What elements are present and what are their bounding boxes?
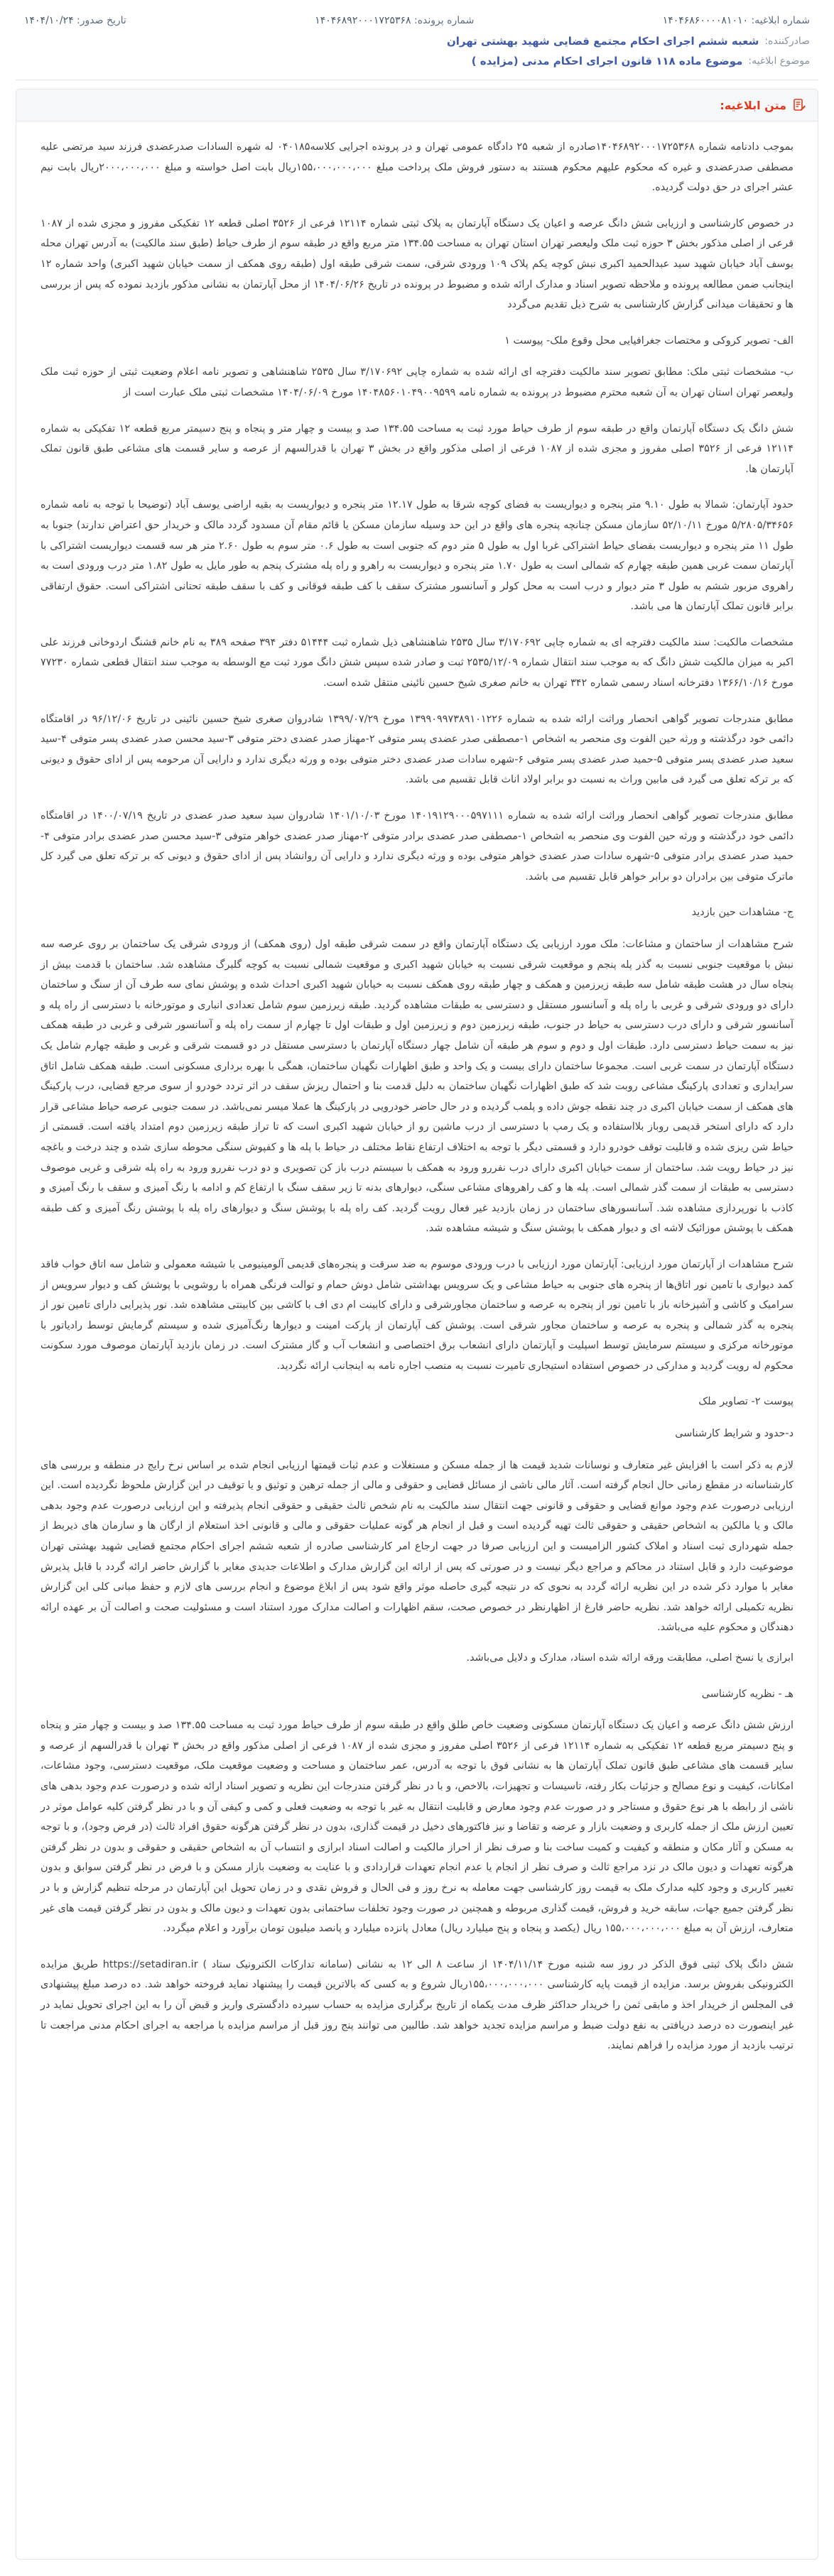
body-paragraph: در خصوص کارشناسی و ارزیابی شش دانگ عرصه و اعیان یک دستگاه آپارتمان به پلاک ثبتی شماره ۱۲۱۱۴ فرعی از ۳۵۲۶ اصلی قطعه ۱۲ تفکیکی مفروز و مجزی شده از ۱۰۸۷ فرعی از اصلی مذکور بخش ۳ حوزه ثبت ملک ولیعصر تهران استان تهران به مساحت ۱۳۴.۵۵ متر مربع واقع در طبقه سوم از طرف حیاط (طبق سند مالکیت) به آدرس تهران محله یوسف آباد خیابان شهید سید عبدالحمید اکبری نبش کوچه یکم پلاک ۱۰۹ ورودی شرقی، سمت شرقی طبقه اول (طبقه روی همکف از سمت خیابان شهید اکبری) واحد شماره ۱۲ اینجانب ضمن مطالعه پرونده و ملاحظه تصویر اسناد و مدارک ارائه شده و مضبوط در پرونده در تاریخ ۱۴۰۴/۰۶/۲۶ از محل آپارتمان به نشانی مذکور بازدید نموده که پس از بررسی ها و تحقیقات میدانی گزارش کارشناسی به شرح ذیل تقدیم می‌گردد bbox=[40, 217, 794, 311]
card-title: متن ابلاغیه: bbox=[720, 98, 786, 112]
card-header bbox=[16, 89, 818, 121]
issuer-row bbox=[24, 31, 810, 51]
body-paragraph: ب- مشخصات ثبتی ملک: مطابق تصویر سند مالکیت دفترچه ای ارائه شده به شماره چاپی ۳/۱۷۰۶۹۲ سال ۲۵۳۵ شاهنشاهی و تصویر نامه اعلام وضعیت ثبتی از حوزه ثبت ملک ولیعصر تهران استان تهران به آن شعبه محترم مضبوط در پرونده به شماره نامه ۱۴۰۴۸۵۶۰۱۰۴۹۰۰۹۵۹۹ مورخ ۱۴۰۴/۰۶/۰۹ مشخصات ثبتی ملک عبارت است از bbox=[40, 366, 794, 398]
document-pen-icon bbox=[792, 98, 806, 112]
notice-number bbox=[663, 15, 810, 26]
body-paragraph: الف- تصویر کروکی و مختصات جغرافیایی محل وقوع ملک- پیوست ۱ bbox=[504, 334, 794, 346]
case-number bbox=[315, 15, 474, 26]
issue-date-value: ۱۴۰۴/۱۰/۲۴ bbox=[24, 15, 74, 26]
notice-header bbox=[0, 0, 834, 75]
body-paragraph: شش دانگ یک دستگاه آپارتمان واقع در طبقه سوم از طرف حیاط مورد ثبت به مساحت ۱۳۴.۵۵ صد و بیست و چهار متر و پنجاه و پنج دسیمتر مربع قطعه ۱۲ تفکیکی به شماره ۱۲۱۱۴ فرعی از ۳۵۲۶ اصلی مفروز و مجزی شده از ۱۰۸۷ فرعی از اصلی مذکور واقع در بخش ۳ تهران با قدرالسهم از عرصه و سایر قسمت های مشاعی طبق قانون تملک آپارتمان ها. bbox=[40, 422, 794, 475]
body-paragraph: مطابق مندرجات تصویر گواهی انحصار وراثت ارائه شده به شماره ۱۴۰۱۹۱۲۹۰۰۰۵۹۷۱۱۱ مورخ ۱۴۰۱/۱۰/۰۳ شادروان سید سعید صدر عضدی در تاریخ ۱۴۰۰/۰۷/۱۹ در اقامتگاه دائمی خود درگذشته و ورثه حین الفوت وی منحصر به اشخاص ۱-مصطفی صدر عضدی برادر متوفی ۲-مهناز صدر عضدی خواهر متوفی ۳-سید محسن صدر عضدی برادر متوفی ۴-حمید صدر عضدی برادر متوفی ۵-شهره سادات صدر عضدی خواهر متوفی بوده و ورثه دیگری ندارد و دارایی آن روانشاد پس از ادای حقوق و دیونی که بر ترکه تعلق می گیرد کل ماترک متوفی بین برادران دو برابر خواهر قابل تقسیم می باشد. bbox=[40, 810, 794, 883]
body-paragraph: ابرازی یا نسخ اصلی، مطابقت ورقه ارائه شده اسناد، مدارک و دلایل می‌باشد. bbox=[466, 1652, 794, 1664]
issuer-value: شعبه ششم اجرای احکام مجتمع قضایی شهید بهشتی تهران bbox=[446, 35, 759, 48]
issue-date-label: تاریخ صدور: bbox=[77, 15, 126, 26]
body-paragraph: شرح مشاهدات از ساختمان و مشاعات: ملک مورد ارزیابی یک دستگاه آپارتمان واقع در سمت شرقی طبقه اول (روی همکف) از ورودی شرقی یک ساختمان بر روی عرصه سه نبش با موقعیت جنوبی نسبت به گذر پله پنجم و موقعیت شرقی نسبت به خیابان شهید اکبری و موقعیت شمالی نسبت به کوچه گلبرگ مشاهده شد. ساختمان با قدمت بیش از پنجاه سال در هشت طبقه شامل سه طبقه زیرزمین و همکف و چهار طبقه روی همکف نسبت به خیابان شهید اکبری احداث شده و پوشش نمای سه طرف آن از سنگ و ساختمان دارای دو ورودی شرقی و غربی با راه پله و آسانسور مستقل و دسترسی به طبقات مشاهده گردید. طبقه زیرزمین سوم شامل تعدادی انباری و موتورخانه با دسترسی از راه پله و آسانسور شرقی و دارای درب دسترسی به حیاط در جنوب، طبقه زیرزمین دوم و زیرزمین اول و طبقات اول تا چهارم از سمت راه پله و آسانسور شرقی و غربی در طبقه همکف نیز به سمت حیاط دسترسی دارد. طبقات اول و دوم و سوم هر طبقه آن شامل چهار دستگاه آپارتمان با دسترسی مستقل در دو قسمت شرقی و غربی و طبقه چهارم شامل یک دستگاه آپارتمان در سمت غربی است. مجموعا ساختمان دارای بیست و یک واحد و طبق اظهارات نگهبان ساختمان، همگی با بهره برداری مسکونی است. طبقه همکف شامل اتاق سرایداری و تعدادی پارکینگ مشاعی روبت شد که طبق اظهارات نگهبان ساختمان به دلیل قدمت بنا و احتمال ریزش سقف در اثر تردد خودرو از سوی مرجع قضایی، درب پارکینگ های همکف از سمت خیابان اکبری در چند نقطه جوش داده و پلمب گردیده و در حال حاضر خودرویی در پارکینگ ها عملا میسر نمی‌باشد. در سمت جنوبی عرصه حیاط مشاعی قرار دارد که دارای استخر قدیمی روباز بلااستفاده و یک رمپ با دسترسی از درب ماشین رو از خیابان شهید اکبری است که تا تراز طبقه زیرزمین دوم امتداد یافته است. قسمتی از حیاط شن ریزی شده و قابلیت توقف خودرو دارد و قسمتی دیگر با توجه به اختلاف ارتفاع نقاط مختلف در حیاط با پله ها و کفپوش سنگی محوطه سازی شده و چند درخت و باغچه نیز در حیاط رویت شد. ساختمان از سمت خیابان اکبری دارای درب نفررو ورود به همکف با سیستم درب باز کن تصویری و دو درب نفررو ورود به راه پله شرقی و غربی موصوف دسترسی به طبقات از سمت گذر شمالی است. پله ها و کف راهروهای مشاعی سنگی، دیوارهای بدنه تا زیر سقف سنگ با ارتفاع کم و ادامه با رنگ آمیزی و سقف با رنگ آمیزی و کاذب با نورپردازی مشاهده شد. آسانسورهای ساختمان در زمان بازدید غیر فعال رویت گردید. کف راه پله با پوشش سنگ و دیوارهای راه پله با پوشش رنگ آمیزی و کف طبقه همکف با پوشش موزائیک لاشه ای و دیوار همکف با پوشش سنگ و شیشه مشاهده شد. bbox=[40, 939, 794, 1235]
body-paragraph: پیوست ۲- تصاویر ملک bbox=[698, 1396, 794, 1408]
subject-value: موضوع ماده ۱۱۸ قانون اجرای احکام مدنی (مزایده ) bbox=[471, 55, 743, 67]
body-paragraph: لازم به ذکر است با افزایش غیر متعارف و نوسانات شدید قیمت ها از جمله مسکن و مستغلات و عدم ثبات قیمتها ارزیابی انجام شده بر اساس نرخ رایج در منطقه و بررسی های کارشناسانه در مقطع زمانی حال انجام گرفته است. آثار مالی ناشی از مسائل قضایی و حقوقی و مالی از جمله ترهین و توثیق و یا توقیف در این گزارش ملحوظ نگردیده است. این ارزیابی درصورت عدم وجود موانع قضایی و حقوقی و قانونی جهت انتقال سند مالکیت به نام شخص ثالث حقیقی و حقوقی انجام پذیرفته و این ارزیابی درصورت عدم وجود بدهی مالک و یا مالکین به اشخاص حقیقی و حقوقی ثالث تهیه گردیده است و قبل از انجام هر گونه عملیات حقوقی و مالی و قانونی اخذ استعلام از ارگان ها و سازمان های ذیربط از جمله شهرداری ثبت اسناد و املاک کشور الزامیست و این ارزیابی صرفا در جهت ارجاع امر کارشناسی صادره از شعبه ششم اجرای احکام مجتمع قضایی شهید بهشتی تهران موضوعیت دارد و قابل استناد در محاکم و مراجع دیگر نیست و در صورتی که پس از ارائه این گزارش مدارک و اطلاعات جدیدی مغایر با گزارش حاضر ارائه گردد با قابل پذیرش مغایر با موارد ذکر شده در این نظریه ارائه گردد به نحوی که در نتیجه گیری حاصله موثر واقع شود پس از ابلاغ موضوع و انجام بررسی های لازم و حفظ مبانی کلی این گزارش نظریه تکمیلی ارائه خواهد شد. نظریه حاضر فارغ از اظهارنظر در خصوص صحت، سقم اظهارات و اصالت مدارک مورد استناد است و مسئولیت صحت و اصالت آن بر عهده ارائه دهندگان و محکوم علیه می‌باشد. bbox=[40, 1459, 794, 1634]
notice-number-value: ۱۴۰۴۶۸۶۰۰۰۰۸۱۰۱۰ bbox=[662, 15, 748, 26]
issue-date bbox=[24, 15, 126, 26]
body-paragraph: حدود آپارتمان: شمالا به طول ۹.۱۰ متر پنجره و دیواریست به فضای کوچه شرقا به طول ۱۲.۱۷ متر پنجره و دیواریست به بقیه اراضی یوسف آباد (توضیحا با توجه به نامه شماره ۵/۲۸۰۵/۳۴۶۵۶ مورخ ۵۲/۱۰/۱۱ سازمان مسکن چنانچه پنجره های واقع در این حد وسیله سازمان مسکن یا قائم مقام آن مسدود گردد مالک و خریدار حق اعتراض ندارند) جنوبا به طول ۱۱ متر پنجره و دیواریست بفضای حیاط اشتراکی غربا اول به طول ۵ متر دوم که جنوبی است به طول ۰.۶ متر سوم به طول ۲.۶۰ متر هر سه قسمت دیواریست اشتراکی با آپارتمان سمت غربی همین طبقه چهارم که شمالی است به طول ۱.۷۰ متر پنجره و دیواریست به راهرو و راه پله مشترک پنجم به طور مایل به طول ۱.۸۲ متر درب ورودی است به راهروی مزبور ششم به طول ۳ متر دیوار و درب است به محل کولر و آسانسور مشترک سقف با کف طبقه فوقانی و کف با سقف طبقه تحتانی اشتراکی است. حقوق ارتفاقی برابر قانون تملک آپارتمان ها می باشد. bbox=[40, 499, 794, 613]
notice-number-label: شماره ابلاغیه: bbox=[751, 15, 810, 26]
body-paragraph: مطابق مندرجات تصویر گواهی انحصار وراثت ارائه شده به شماره ۱۳۹۹۰۹۹۷۳۸۹۱۰۱۲۲۶ مورخ ۱۳۹۹/۰۷/۲۹ شادروان صغری شیخ حسین نائینی در تاریخ ۹۶/۱۲/۰۶ در اقامتگاه دائمی خود درگذشته و ورثه حین الفوت وی منحصر به اشخاص ۱-مصطفی صدر عضدی پسر متوفی ۲-مهناز صدر عضدی دختر متوفی ۳-سید محسن صدر عضدی پسر متوفی ۴-سید سعید صدر عضدی پسر متوفی ۵-حمید صدر عضدی پسر متوفی ۶-شهره سادات صدر عضدی دختر متوفی بوده و ورثه دیگری ندارد و دارایی آن مرحومه پس از ادای حقوق و دیونی که بر ترکه تعلق می گیرد فی مابین وراث به نسبت دو برابر اولاد اناث قابل تقسیم می باشد. bbox=[40, 713, 794, 786]
body-paragraph: ج- مشاهدات حین بازدید bbox=[691, 907, 794, 919]
body-paragraph: بموجب دادنامه شماره ۱۴۰۴۶۸۹۲۰۰۰۱۷۲۵۳۶۸صادره از شعبه ۲۵ دادگاه عمومی تهران و در پرونده اجرایی کلاسه۰۴۰۱۸۵ له شهره السادات صدرعضدی فرزند سید مرتضی علیه مصطفی صدرعضدی و غیره که محکوم علیهم محکوم هستند به دستور فروش ملک پرداخت مبلغ ۱۵۵،۰۰۰،۰۰۰،۰۰۰ریال بابت اصل خواسته و مبلغ ۲۰۰۰،۰۰۰،۰۰۰ریال بابت نیم عشر اجرای در حق دولت گردیده. bbox=[40, 141, 794, 194]
subject-row bbox=[24, 51, 810, 71]
body-paragraph: هـ - نظریه کارشناسی bbox=[701, 1688, 794, 1700]
body-paragraph: شش دانگ پلاک ثبتی فوق الذکر در روز سه شنبه مورخ ۱۴۰۴/۱۱/۱۴ از ساعت ۸ الی ۱۲ به نشانی (سامانه تدارکات الکترونیک ستاد ) https://setadiran.ir طریق مزایده الکترونیکی بفروش برسد. مزایده از قیمت پایه کارشناسی ۱۵۵،۰۰۰،۰۰۰،۰۰۰ریال شروع و به کسی که بالاترین قیمت را پیشنهاد نماید فروخته خواهد شد. ده درصد مبلغ پیشنهادی فی المجلس از خریدار اخذ و مابقی ثمن را خریدار حداکثر ظرف مدت یکماه از تاریخ برگزاری مزایده به حساب سپرده دادگستری واریز و قبض آن را به این اجرای تحویل نماید در غیر اینصورت ده درصد دریافتی به نفع دولت ضبط و مراسم مزایده تجدید خواهد شد. طالبین می توانند پنج روز قبل از مراسم مزایده با مراجعه به اجرای احکام مدنی مراجعت تا ترتیب بازدید از مورد مزایده را فراهم نمایند. bbox=[40, 1958, 794, 2052]
body-paragraph: ارزش شش دانگ عرصه و اعیان یک دستگاه آپارتمان مسکونی وضعیت خاص طلق واقع در طبقه سوم از طرف حیاط مورد ثبت به مساحت ۱۳۴.۵۵ صد و بیست و چهار متر و پنجاه و پنج دسیمتر مربع قطعه ۱۲ تفکیکی به شماره ۱۲۱۱۴ فرعی از ۳۵۲۶ اصلی مفروز و مجزی شده از ۱۰۸۷ فرعی از اصلی مذکور واقع در بخش ۳ تهران با قدرالسهم از عرصه و سایر قسمت های مشاعی طبق قانون تملک آپارتمان ها به نشانی فوق با توجه به آدرس، عمر ساختمان و مساحت و وضعیت موقعیت ملک، موقعیت دسترسی، وجود مشاعات، امکانات، کیفیت و نوع مصالح و جزئیات بکار رفته، تاسیسات و تجهیزات، بالاخص، و با در نظر گرفتن مندرجات این نظریه و تصویر اسناد ارائه شده و درصورت عدم وجود بدهی های ناشی از رابطه با هر نوع حقوق و مستاجر و در صورت عدم وجود معارض و قابلیت انتقال به غیر با توجه به وضعیت فعلی و کمی و کیفی آن و با در نظر گرفتن کلیه عوامل موثر در تعیین ارزش ملک از جمله کاربری و وضعیت بازار و عرضه و تقاضا و نیز فاکتورهای دخیل در قیمت گذاری، بدون در نظر گرفتن هرگونه حقوق افراد ثالث (در فرض وجود)، و با توجه به مسکن و آثار مکان و منطقه و کیفیت و کمیت ساخت بنا و صرف نظر از احراز مالکیت و اصالت اسناد ابرازی و انتساب آن به اشخاص حقیقی و حقوقی و بدون در نظر گرفتن هرگونه تعهدات و دیون مالک در نزد مراجع ثالث و صرف نظر از انجام یا عدم انجام تعهدات قراردادی و با عنایت به وضعیت بازار مسکن و با فرض در نظر گرفتن سوابق و بدون تغییر کاربری و وجود کلیه مدارک ملک به قیمت روز کارشناسی جهت معامله به نرخ روز و فی الحال و فروش نقدی و در زمان تحویل این آپارتمان در مرحله تنظیم گزارش و با در نظر گرفتن جمیع جهات، سابقه خرید و فروش، قیمت گذاری مربوطه و همچنین در صورت وجود تخلفات ساختمانی بدون تعهدات و دیون مالک و بدون در نظر گرفتن قیمت های غیر متعارف، ارزش آن به مبلغ ۱۵۵،۰۰۰،۰۰۰،۰۰۰ ریال (یکصد و پنجاه و پنج میلیارد ریال) معادل پانزده میلیارد و پانصد میلیون تومان برآورد و اعلام میگردد. bbox=[40, 1720, 794, 1935]
body-paragraph: شرح مشاهدات از آپارتمان مورد ارزیابی: آپارتمان مورد ارزیابی با درب ورودی موسوم به ضد سرقت و پنجره‌های قدیمی آلومینیومی با شیشه معمولی و شامل سه اتاق خواب فاقد کمد دیواری با تامین نور اتاق‌ها از پنجره های جنوبی به حیاط مشاعی و یک سرویس بهداشتی شامل دوش حمام و توالت فرنگی همراه با روشویی با پوشش کف و دیوار سرویس از سرامیک و کاشی و آشپزخانه باز با تامین نور از پنجره به عرصه و ساختمان مجاورشرقی و دارای کابینت ام دی اف با کاشی بین کابینتی مشاهده شد. نور پذیرایی دارای تامین نور از پنجره به گذر شمالی و پنجره به عرصه و ساختمان مجاور شرقی است. پوشش کف آپارتمان از پارکت امینت و دیوارها رنگ‌آمیزی شده و سیستم گرمایش توسط رادیاتور با موتورخانه مرکزی و سیستم سرمایش توسط اسپلیت و آپارتمان دارای انشعاب برق اختصاصی و انشعاب آب و گاز مشترک است. در زمان بازدید آپارتمان موصوف مورد سکونت محکوم له رویت گردید و مدارکی در خصوص استفاده استیجاری تامیرت نسبت به منصب اجاره نامه به اینجانب ارائه نگردید. bbox=[40, 1258, 794, 1372]
case-number-label: شماره پرونده: bbox=[414, 15, 475, 26]
subject-label: موضوع ابلاغیه: bbox=[748, 55, 810, 67]
meta-row bbox=[24, 10, 810, 31]
issuer-label: صادرکننده: bbox=[764, 36, 810, 47]
body-paragraph: د-حدود و شرایط کارشناسی bbox=[675, 1428, 794, 1440]
body-paragraph: مشخصات مالکیت: سند مالکیت دفترچه ای به شماره چاپی ۳/۱۷۰۶۹۲ سال ۲۵۳۵ شاهنشاهی ذیل شماره ثبت ۵۱۴۴۴ دفتر ۳۹۴ صفحه ۳۸۹ به نام خانم قشنگ اردوخانی فرزند علی اکبر به میزان مالکیت شش دانگ که به موجب سند انتقال شماره ۲۵۳۵/۱۲/۰۹ ثبت و صادر شده سپس شش دانگ مورد ثبت مع الوسطه به موجب سند انتقال قطعی شماره ۷۷۲۳۰ مورخ ۱۳۶۶/۱۰/۱۶ دفترخانه اسناد رسمی شماره ۳۴۲ تهران به خانم صغری شیخ حسین نائینی منتقل شده است. bbox=[40, 636, 794, 689]
notice-body bbox=[16, 121, 818, 2079]
case-number-value: ۱۴۰۴۶۸۹۲۰۰۰۱۷۲۵۳۶۸ bbox=[315, 15, 411, 26]
notice-text-card bbox=[16, 89, 818, 2560]
